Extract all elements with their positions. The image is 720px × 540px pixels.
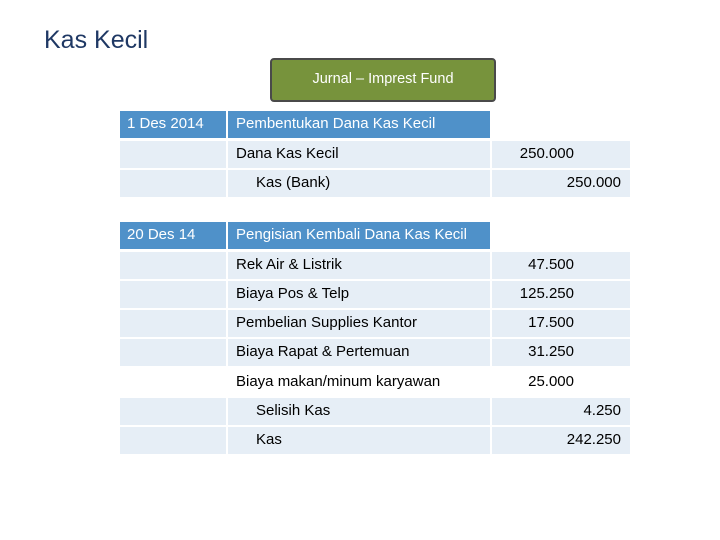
- debit-account: Rek Air & Listrik: [236, 256, 342, 273]
- table-row: [120, 427, 630, 454]
- debit-amount: 31.250: [528, 343, 574, 360]
- page-title: Kas Kecil: [44, 26, 149, 54]
- entry-description: Pengisian Kembali Dana Kas Kecil: [236, 226, 467, 243]
- credit-account: Selisih Kas: [256, 402, 331, 419]
- debit-account: Pembelian Supplies Kantor: [236, 314, 417, 331]
- table-row: [120, 141, 630, 168]
- journal-badge: Jurnal – Imprest Fund: [270, 58, 496, 102]
- table-row: [120, 398, 630, 425]
- debit-amount: 17.500: [528, 314, 574, 331]
- debit-amount: 25.000: [528, 373, 574, 390]
- credit-account: Kas: [256, 431, 282, 448]
- debit-account: Biaya makan/minum karyawan: [236, 373, 441, 390]
- table-row: [120, 339, 630, 366]
- debit-amount: 125.250: [519, 285, 574, 302]
- debit-account: Biaya Pos & Telp: [236, 285, 350, 302]
- table-row: [120, 170, 630, 197]
- entry-date: 1 Des 2014: [127, 115, 204, 132]
- credit-amount: 250.000: [566, 174, 621, 191]
- table-row: [120, 369, 630, 396]
- debit-account: Biaya Rapat & Pertemuan: [236, 343, 410, 360]
- entry-description: Pembentukan Dana Kas Kecil: [236, 115, 436, 132]
- credit-amount: 4.250: [583, 402, 621, 419]
- table-row: [120, 310, 630, 337]
- table-row: [120, 281, 630, 308]
- debit-amount: 47.500: [528, 256, 574, 273]
- credit-amount: 242.250: [566, 431, 621, 448]
- table-row: [120, 252, 630, 279]
- debit-amount: 250.000: [519, 145, 574, 162]
- credit-account: Kas (Bank): [256, 174, 331, 191]
- journal-entry-header: [120, 222, 630, 249]
- debit-account: Dana Kas Kecil: [236, 145, 339, 162]
- journal-entry-header: [120, 111, 630, 138]
- entry-date: 20 Des 14: [127, 226, 196, 243]
